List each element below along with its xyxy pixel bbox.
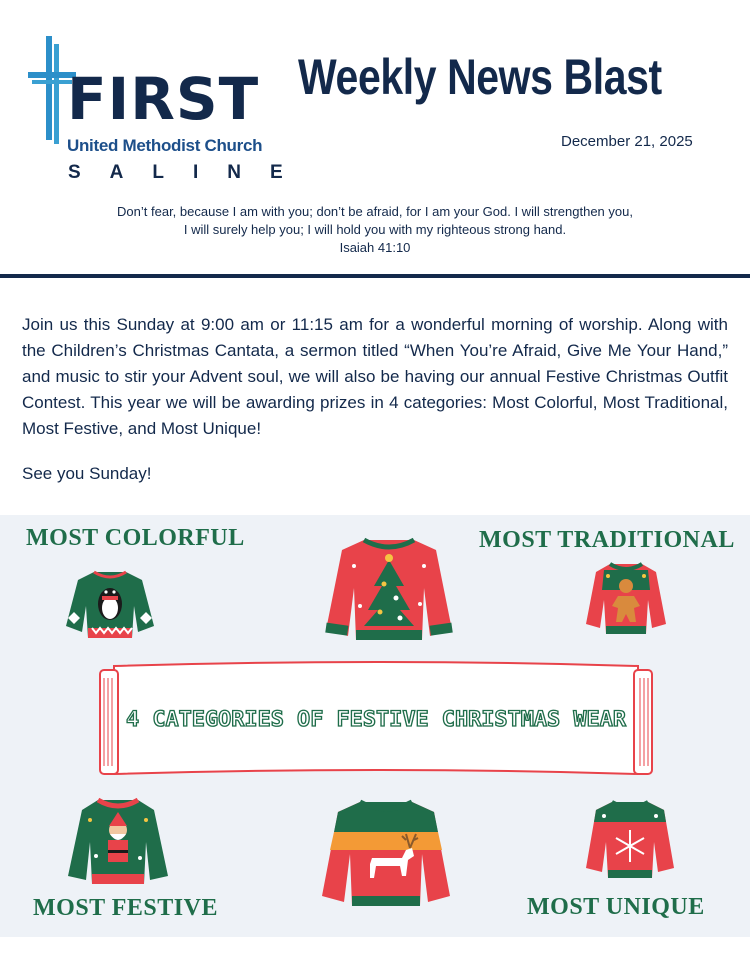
category-most-unique: MOST UNIQUE	[527, 894, 705, 920]
category-most-festive: MOST FESTIVE	[33, 895, 218, 921]
reindeer-sweater-icon	[320, 798, 452, 908]
closing-line: See you Sunday!	[22, 464, 152, 483]
logo-name: FIRST	[67, 65, 260, 133]
verse-line-1: Don’t fear, because I am with you; don’t be afraid, for I am your God. I will strengthen you,	[117, 204, 633, 219]
logo-location: SALINE	[68, 162, 312, 183]
logo-subtitle: United Methodist Church	[67, 136, 263, 155]
announcement-paragraph: Join us this Sunday at 9:00 am or 11:15 am for a wonderful morning of worship. Along with the Children’s Christmas Cantata, a sermon titled “When You’re Afraid, Give Me Your Hand,” and music to stir your Advent soul, we will also be having our annual Festive Christmas Outfit Contest. This year we will be awarding prizes in 4 categories: Most Colorful, Most Traditional, Most Festive, and Most Unique!	[22, 315, 728, 438]
banner-text: 4 CATEGORIES OF FESTIVE CHRISTMAS WEAR	[126, 707, 627, 731]
christmas-tree-sweater-icon	[324, 536, 454, 642]
penguin-sweater-icon	[64, 568, 156, 640]
category-banner	[96, 656, 656, 784]
header-divider	[0, 274, 750, 278]
newsletter-title: Weekly News Blast	[298, 49, 662, 105]
category-most-colorful: MOST COLORFUL	[26, 525, 245, 551]
gingerbread-sweater-icon	[584, 560, 668, 636]
newsletter-date: December 21, 2025	[561, 133, 693, 150]
verse-reference: Isaiah 41:10	[339, 240, 411, 255]
snowflake-sweater-icon	[584, 798, 676, 880]
category-most-traditional: MOST TRADITIONAL	[479, 527, 735, 553]
scripture-verse	[0, 203, 750, 257]
verse-line-2: I will surely help you; I will hold you with my righteous strong hand.	[183, 222, 567, 237]
santa-sweater-icon	[66, 796, 170, 886]
